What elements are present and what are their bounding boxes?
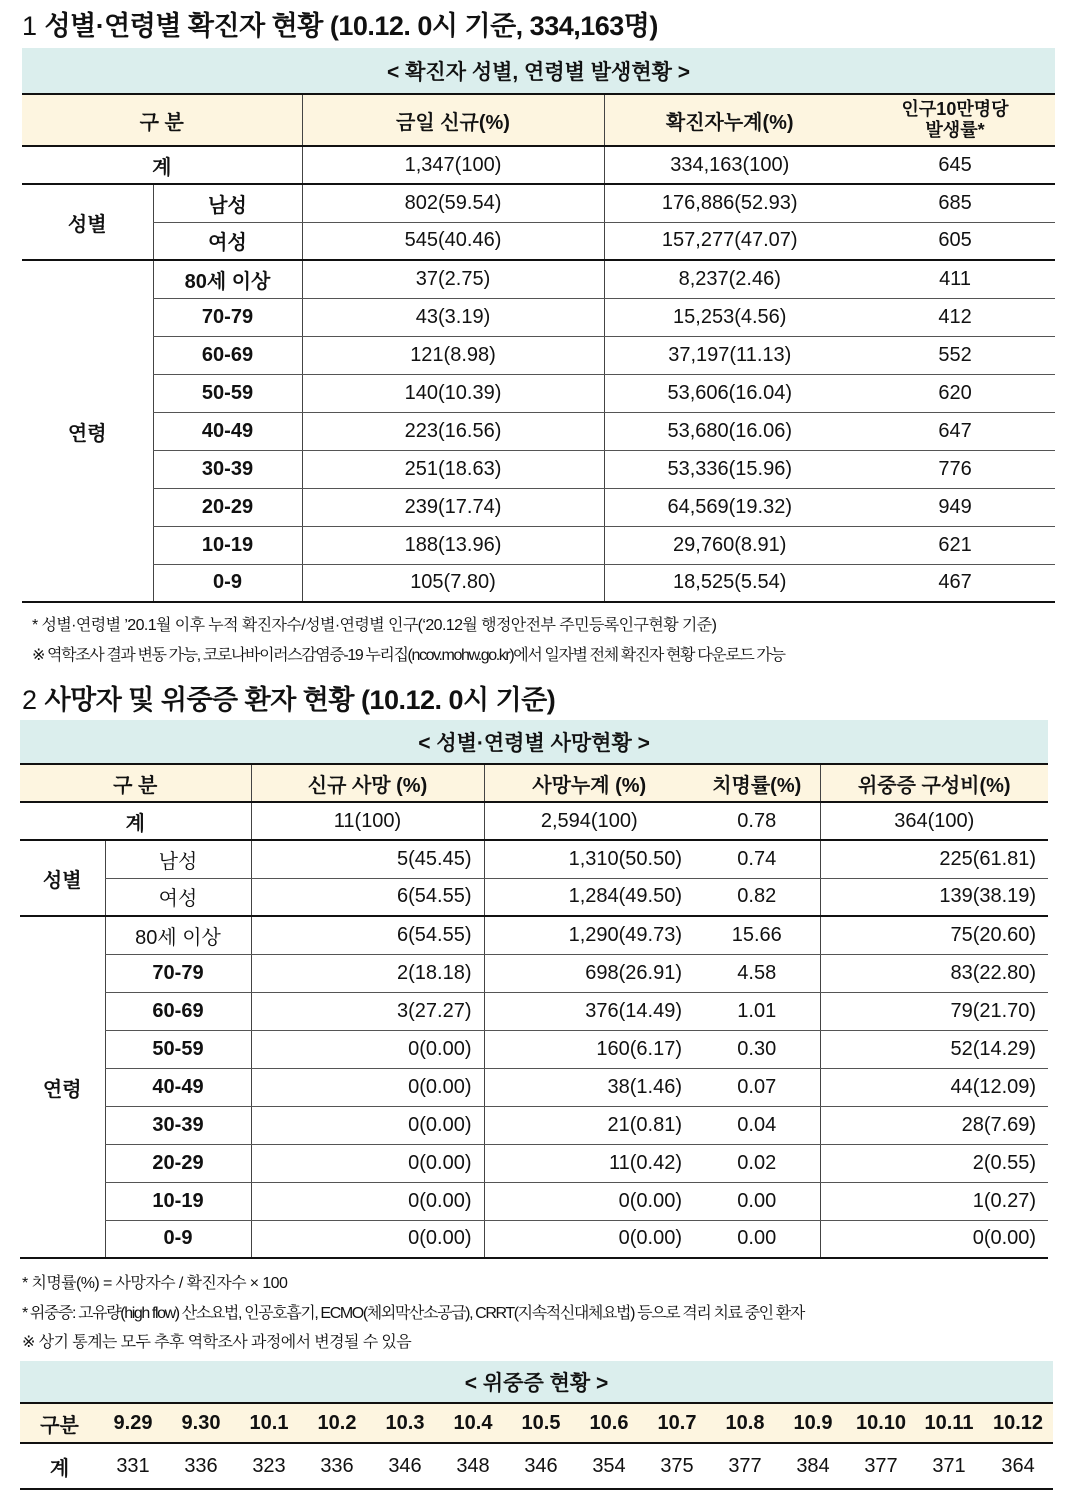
trend-date: 10.9 <box>779 1403 847 1443</box>
cell-rate: 949 <box>855 488 1055 526</box>
cell-severe: 75(20.60) <box>820 916 1048 954</box>
cell-rate: 552 <box>855 336 1055 374</box>
cell-fatality: 4.58 <box>694 954 820 992</box>
cell-severe: 225(61.81) <box>820 840 1048 878</box>
section1-note-2: ※ 역학조사 결과 변동 가능, 코로나바이러스감염증-19 누리집(ncov.mohw.go.kr)에서 일자별 전체 확진자 현황 다운로드 가능 <box>32 647 785 664</box>
severe-trend-caption: < 위중증 현황 > <box>20 1361 1053 1403</box>
trend-value: 377 <box>864 1454 898 1477</box>
row-label: 남성 <box>105 840 251 878</box>
header-new-deaths: 신규 사망 (%) <box>251 764 484 802</box>
header-cumulative-deaths: 사망누계 (%) <box>484 764 694 802</box>
table-row <box>22 146 1055 184</box>
group-label-sex: 성별 <box>22 184 153 260</box>
cell-new: 1,347(100) <box>302 146 604 184</box>
table-row <box>20 1182 1048 1220</box>
trend-value: 331 <box>116 1454 150 1477</box>
row-label: 60-69 <box>105 992 251 1030</box>
section1-title-text: 성별·연령별 확진자 현황 (10.12. 0시 기준, 334,163명) <box>44 11 658 41</box>
trend-date: 10.11 <box>915 1403 983 1443</box>
row-label: 30-39 <box>153 450 302 488</box>
cell-cumulative: 18,525(5.54) <box>604 564 855 602</box>
cell-new: 121(8.98) <box>302 336 604 374</box>
trend-date: 9.29 <box>99 1403 167 1443</box>
row-label: 남성 <box>153 184 302 222</box>
cell-rate: 685 <box>855 184 1055 222</box>
row-label: 20-29 <box>105 1144 251 1182</box>
table-row <box>20 1068 1048 1106</box>
section2-note-2: * 위중증: 고유량(high flow) 산소요법, 인공호흡기, ECMO(체외막산소공급), CRRT(지속적신대체요법) 등으로 격리 치료 중인 환자 <box>22 1305 804 1322</box>
trend-total-label: 계 <box>49 1457 70 1480</box>
table-row <box>22 412 1055 450</box>
trend-date: 10.8 <box>711 1403 779 1443</box>
trend-value: 371 <box>932 1454 966 1477</box>
cell-cumulative: 1,284(49.50) <box>484 878 694 916</box>
header-rate-line2: 발생률* <box>925 120 985 140</box>
trend-date: 10.12 <box>983 1403 1053 1443</box>
cell-severe: 1(0.27) <box>820 1182 1048 1220</box>
cell-new: 5(45.45) <box>251 840 484 878</box>
cell-rate: 621 <box>855 526 1055 564</box>
cell-new: 0(0.00) <box>251 1030 484 1068</box>
cell-fatality: 0.82 <box>694 878 820 916</box>
cell-cumulative: 64,569(19.32) <box>604 488 855 526</box>
cell-new: 6(54.55) <box>251 916 484 954</box>
cell-cumulative: 8,237(2.46) <box>604 260 855 298</box>
cell-new: 37(2.75) <box>302 260 604 298</box>
cell-cumulative: 376(14.49) <box>484 992 694 1030</box>
table-row <box>20 1106 1048 1144</box>
row-label: 30-39 <box>105 1106 251 1144</box>
cell-severe: 0(0.00) <box>820 1220 1048 1258</box>
trend-value: 336 <box>184 1454 218 1477</box>
cell-cumulative: 176,886(52.93) <box>604 184 855 222</box>
table-row <box>22 184 1055 222</box>
group-label-age: 연령 <box>22 260 153 602</box>
row-label: 40-49 <box>105 1068 251 1106</box>
cell-new: 188(13.96) <box>302 526 604 564</box>
cell-fatality: 0.78 <box>694 802 820 840</box>
cell-new: 43(3.19) <box>302 298 604 336</box>
cell-cumulative: 698(26.91) <box>484 954 694 992</box>
cell-fatality: 0.07 <box>694 1068 820 1106</box>
cell-new: 140(10.39) <box>302 374 604 412</box>
trend-value: 323 <box>252 1454 286 1477</box>
trend-date: 10.3 <box>371 1403 439 1443</box>
trend-value: 346 <box>388 1454 422 1477</box>
cell-cumulative: 11(0.42) <box>484 1144 694 1182</box>
cell-cumulative: 29,760(8.91) <box>604 526 855 564</box>
trend-date: 10.2 <box>303 1403 371 1443</box>
table-row <box>20 802 1048 840</box>
section2-title <box>22 678 555 717</box>
death-table-caption: < 성별·연령별 사망현황 > <box>20 720 1048 764</box>
cell-new: 0(0.00) <box>251 1144 484 1182</box>
cell-cumulative: 1,290(49.73) <box>484 916 694 954</box>
cell-cumulative: 38(1.46) <box>484 1068 694 1106</box>
row-label: 40-49 <box>153 412 302 450</box>
table-row <box>22 336 1055 374</box>
cell-new: 223(16.56) <box>302 412 604 450</box>
group-label-sex: 성별 <box>20 840 105 916</box>
table-row <box>22 222 1055 260</box>
table-row <box>22 260 1055 298</box>
trend-value: 354 <box>592 1454 626 1477</box>
table-row <box>20 1220 1048 1258</box>
cell-new: 6(54.55) <box>251 878 484 916</box>
table-row <box>22 564 1055 602</box>
section2-note-3: ※ 상기 통계는 모두 추후 역학조사 과정에서 변경될 수 있음 <box>22 1334 412 1351</box>
row-label: 0-9 <box>105 1220 251 1258</box>
row-label: 여성 <box>105 878 251 916</box>
cell-new: 2(18.18) <box>251 954 484 992</box>
header-cumulative: 확진자누계(%) <box>604 94 855 146</box>
cell-new: 11(100) <box>251 802 484 840</box>
table-row <box>20 992 1048 1030</box>
header-new: 금일 신규(%) <box>302 94 604 146</box>
header-severe: 위중증 구성비(%) <box>820 764 1048 802</box>
cell-fatality: 0.30 <box>694 1030 820 1068</box>
cell-fatality: 0.04 <box>694 1106 820 1144</box>
cell-fatality: 0.74 <box>694 840 820 878</box>
cell-cumulative: 157,277(47.07) <box>604 222 855 260</box>
table-row <box>20 1030 1048 1068</box>
cell-cumulative: 53,606(16.04) <box>604 374 855 412</box>
trend-date: 10.1 <box>235 1403 303 1443</box>
row-label: 70-79 <box>105 954 251 992</box>
cell-severe: 44(12.09) <box>820 1068 1048 1106</box>
cell-cumulative: 15,253(4.56) <box>604 298 855 336</box>
trend-value: 377 <box>728 1454 762 1477</box>
death-table <box>20 720 1048 1259</box>
cell-new: 105(7.80) <box>302 564 604 602</box>
cell-cumulative: 53,336(15.96) <box>604 450 855 488</box>
table-row <box>20 916 1048 954</box>
section2-note-1: * 치명률(%) = 사망자수 / 확진자수 × 100 <box>22 1275 288 1292</box>
row-label: 80세 이상 <box>105 916 251 954</box>
row-label: 50-59 <box>153 374 302 412</box>
trend-value: 375 <box>660 1454 694 1477</box>
header-fatality: 치명률(%) <box>694 764 820 802</box>
row-label: 10-19 <box>153 526 302 564</box>
confirmed-table <box>22 48 1055 603</box>
trend-date: 10.7 <box>643 1403 711 1443</box>
cell-cumulative: 0(0.00) <box>484 1220 694 1258</box>
cell-fatality: 15.66 <box>694 916 820 954</box>
header-rate-line1: 인구10만명당 <box>901 99 1009 119</box>
table-row <box>20 840 1048 878</box>
trend-date: 10.10 <box>847 1403 915 1443</box>
cell-rate: 645 <box>855 146 1055 184</box>
cell-rate: 467 <box>855 564 1055 602</box>
trend-value: 346 <box>524 1454 558 1477</box>
table-row <box>22 450 1055 488</box>
row-label: 70-79 <box>153 298 302 336</box>
cell-new: 239(17.74) <box>302 488 604 526</box>
row-label: 10-19 <box>105 1182 251 1220</box>
table-row <box>20 1443 1053 1489</box>
cell-severe: 2(0.55) <box>820 1144 1048 1182</box>
section2-number: 2 <box>22 685 37 715</box>
header-category: 구 분 <box>22 94 302 146</box>
trend-date: 10.6 <box>575 1403 643 1443</box>
table-row <box>22 374 1055 412</box>
row-label: 계 <box>22 146 302 184</box>
row-label: 50-59 <box>105 1030 251 1068</box>
cell-fatality: 1.01 <box>694 992 820 1030</box>
cell-new: 0(0.00) <box>251 1106 484 1144</box>
header-rate <box>855 94 1055 146</box>
trend-value: 348 <box>456 1454 490 1477</box>
trend-value: 364 <box>1001 1454 1035 1477</box>
cell-new: 0(0.00) <box>251 1068 484 1106</box>
cell-severe: 28(7.69) <box>820 1106 1048 1144</box>
severe-trend-table <box>20 1361 1053 1490</box>
cell-rate: 776 <box>855 450 1055 488</box>
trend-date: 9.30 <box>167 1403 235 1443</box>
table-row <box>20 954 1048 992</box>
header-category: 구 분 <box>20 764 251 802</box>
cell-rate: 647 <box>855 412 1055 450</box>
table-row <box>22 298 1055 336</box>
table-row <box>20 878 1048 916</box>
cell-fatality: 0.00 <box>694 1220 820 1258</box>
cell-cumulative: 53,680(16.06) <box>604 412 855 450</box>
section1-title <box>22 4 658 43</box>
cell-cumulative: 21(0.81) <box>484 1106 694 1144</box>
cell-cumulative: 2,594(100) <box>484 802 694 840</box>
cell-new: 251(18.63) <box>302 450 604 488</box>
cell-severe: 52(14.29) <box>820 1030 1048 1068</box>
cell-rate: 412 <box>855 298 1055 336</box>
row-label: 계 <box>20 802 251 840</box>
row-label: 80세 이상 <box>153 260 302 298</box>
cell-severe: 79(21.70) <box>820 992 1048 1030</box>
group-label-age: 연령 <box>20 916 105 1258</box>
table-row <box>22 526 1055 564</box>
cell-cumulative: 334,163(100) <box>604 146 855 184</box>
cell-new: 0(0.00) <box>251 1220 484 1258</box>
cell-fatality: 0.02 <box>694 1144 820 1182</box>
cell-severe: 139(38.19) <box>820 878 1048 916</box>
section1-note-1: * 성별·연령별 ’20.1월 이후 누적 확진자수/성별·연령별 인구(‘20.12월 행정안전부 주민등록인구현황 기준) <box>32 617 717 634</box>
section1-number: 1 <box>22 11 37 41</box>
table-row <box>22 488 1055 526</box>
section2-title-text: 사망자 및 위중증 환자 현황 (10.12. 0시 기준) <box>44 685 556 715</box>
trend-date: 10.4 <box>439 1403 507 1443</box>
row-label: 20-29 <box>153 488 302 526</box>
cell-new: 3(27.27) <box>251 992 484 1030</box>
cell-cumulative: 160(6.17) <box>484 1030 694 1068</box>
row-label: 60-69 <box>153 336 302 374</box>
trend-value: 336 <box>320 1454 354 1477</box>
table-row <box>20 1144 1048 1182</box>
trend-header-label: 구분 <box>20 1403 99 1443</box>
cell-severe: 364(100) <box>820 802 1048 840</box>
trend-date: 10.5 <box>507 1403 575 1443</box>
cell-new: 545(40.46) <box>302 222 604 260</box>
cell-rate: 411 <box>855 260 1055 298</box>
cell-rate: 620 <box>855 374 1055 412</box>
cell-cumulative: 37,197(11.13) <box>604 336 855 374</box>
trend-value: 384 <box>796 1454 830 1477</box>
row-label: 0-9 <box>153 564 302 602</box>
cell-new: 802(59.54) <box>302 184 604 222</box>
cell-new: 0(0.00) <box>251 1182 484 1220</box>
confirmed-table-caption: < 확진자 성별, 연령별 발생현황 > <box>22 48 1055 94</box>
row-label: 여성 <box>153 222 302 260</box>
cell-severe: 83(22.80) <box>820 954 1048 992</box>
cell-cumulative: 0(0.00) <box>484 1182 694 1220</box>
cell-fatality: 0.00 <box>694 1182 820 1220</box>
cell-cumulative: 1,310(50.50) <box>484 840 694 878</box>
cell-rate: 605 <box>855 222 1055 260</box>
